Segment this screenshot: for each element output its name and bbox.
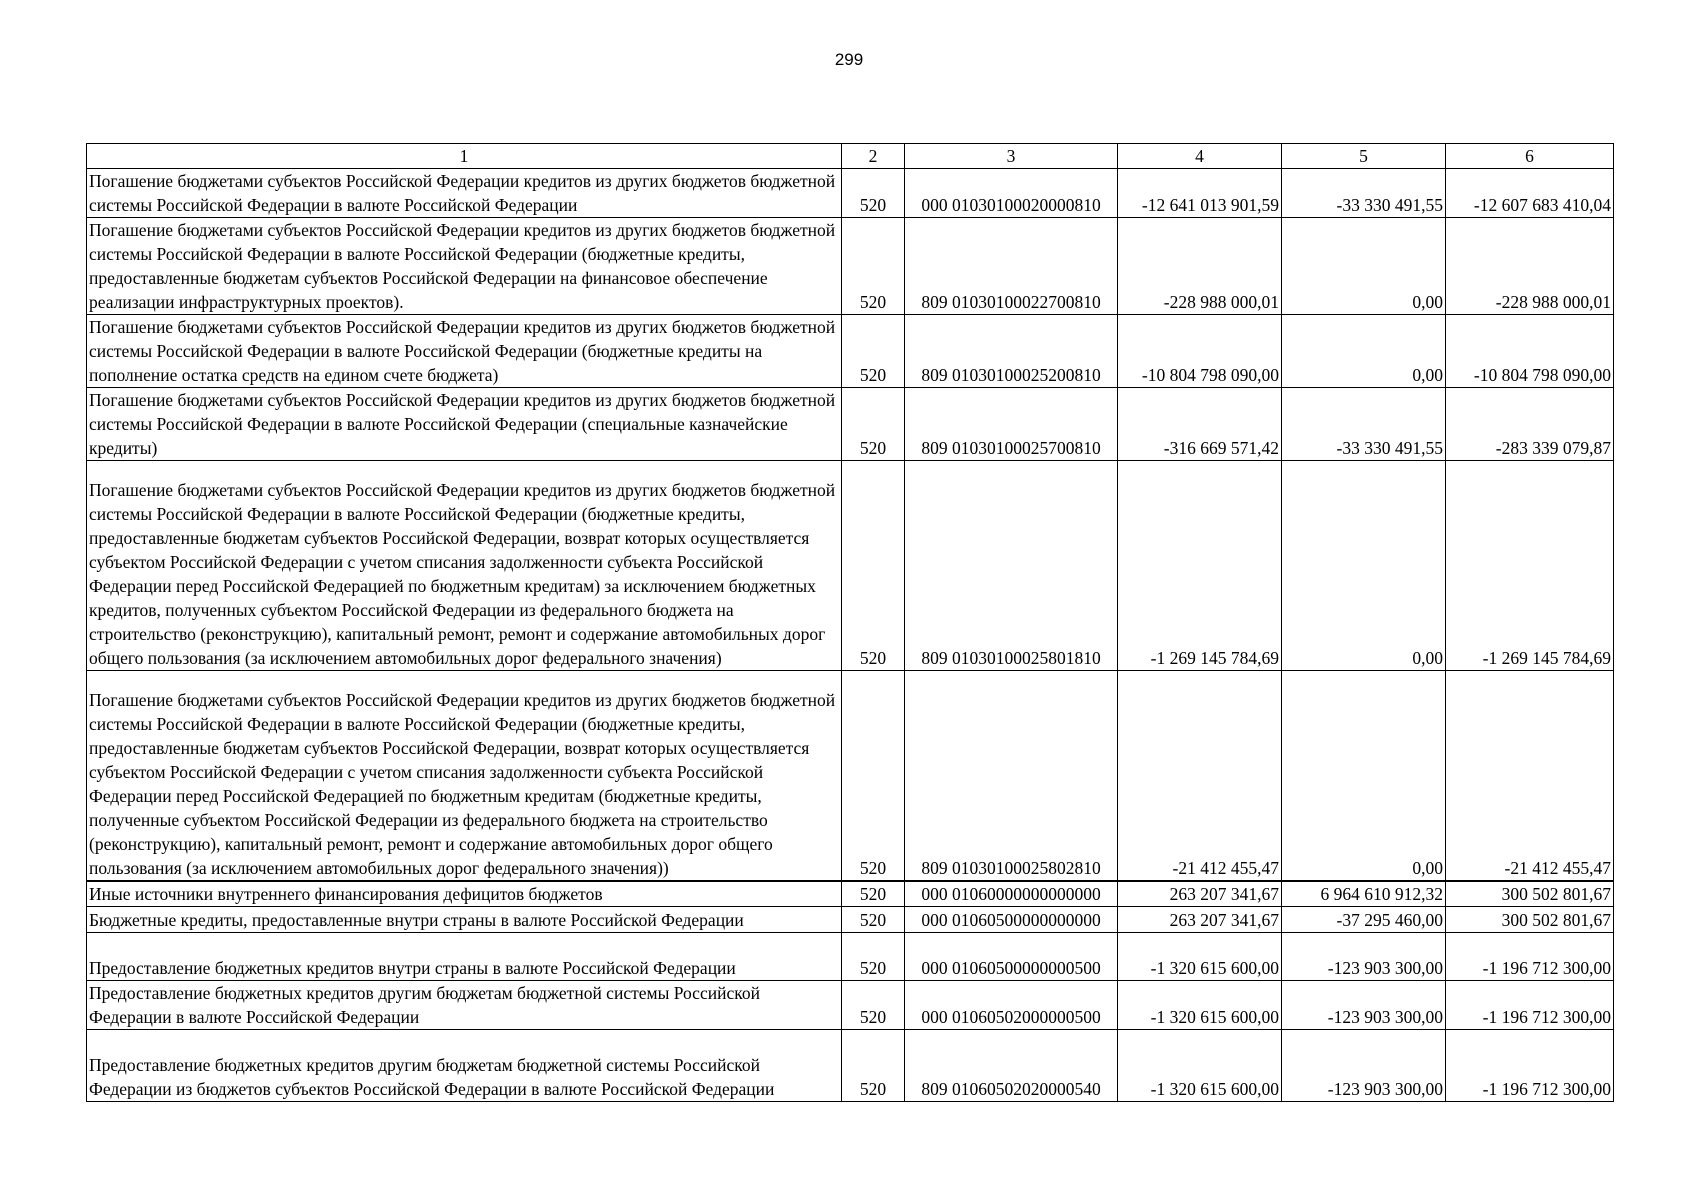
row-value-col4: -1 320 615 600,00 bbox=[1118, 1030, 1282, 1102]
row-budget-code: 809 01030100025700810 bbox=[905, 388, 1118, 461]
row-value-col6: -21 412 455,47 bbox=[1446, 671, 1614, 881]
column-header: 2 bbox=[842, 144, 905, 169]
row-value-col4: -228 988 000,01 bbox=[1118, 218, 1282, 315]
row-name: Погашение бюджетами субъектов Российской Федерации кредитов из других бюджетов бюджетной системы Российской Федерации в валюте Российской Федерации (специальные казначейские кредиты) bbox=[87, 388, 842, 461]
row-name: Предоставление бюджетных кредитов другим бюджетам бюджетной системы Российской Федерации в валюте Российской Федерации bbox=[87, 981, 842, 1030]
column-header: 6 bbox=[1446, 144, 1614, 169]
row-value-col5: 0,00 bbox=[1282, 461, 1446, 671]
column-header: 3 bbox=[905, 144, 1118, 169]
table-row bbox=[87, 981, 1614, 1030]
row-value-col6: 300 502 801,67 bbox=[1446, 907, 1614, 933]
row-value-col4: -21 412 455,47 bbox=[1118, 671, 1282, 881]
row-value-col6: 300 502 801,67 bbox=[1446, 881, 1614, 907]
row-budget-code: 809 01030100025200810 bbox=[905, 315, 1118, 388]
row-value-col5: 0,00 bbox=[1282, 671, 1446, 881]
budget-sources-table bbox=[86, 143, 1614, 1102]
table-row bbox=[87, 933, 1614, 981]
table-row bbox=[87, 907, 1614, 933]
row-value-col6: -12 607 683 410,04 bbox=[1446, 169, 1614, 218]
row-name: Погашение бюджетами субъектов Российской Федерации кредитов из других бюджетов бюджетной системы Российской Федерации в валюте Российской Федерации (бюджетные кредиты на пополнение остатка средств на едином счете бюджета) bbox=[87, 315, 842, 388]
row-name: Предоставление бюджетных кредитов внутри страны в валюте Российской Федерации bbox=[87, 933, 842, 981]
row-name: Погашение бюджетами субъектов Российской Федерации кредитов из других бюджетов бюджетной системы Российской Федерации в валюте Российской Федерации bbox=[87, 169, 842, 218]
row-value-col5: 0,00 bbox=[1282, 315, 1446, 388]
column-header: 1 bbox=[87, 144, 842, 169]
row-budget-code: 000 01060000000000000 bbox=[905, 881, 1118, 907]
row-value-col5: -123 903 300,00 bbox=[1282, 933, 1446, 981]
row-value-col6: -10 804 798 090,00 bbox=[1446, 315, 1614, 388]
row-value-col5: -33 330 491,55 bbox=[1282, 388, 1446, 461]
row-value-col4: 263 207 341,67 bbox=[1118, 881, 1282, 907]
column-header: 4 bbox=[1118, 144, 1282, 169]
row-name: Предоставление бюджетных кредитов другим бюджетам бюджетной системы Российской Федерации из бюджетов субъектов Российской Федерации в валюте Российской Федерации bbox=[87, 1030, 842, 1102]
row-line-code: 520 bbox=[842, 315, 905, 388]
page-number: 299 bbox=[834, 50, 864, 69]
row-value-col5: -37 295 460,00 bbox=[1282, 907, 1446, 933]
row-budget-code: 000 01030100020000810 bbox=[905, 169, 1118, 218]
row-budget-code: 000 01060502000000500 bbox=[905, 981, 1118, 1030]
table-row bbox=[87, 169, 1614, 218]
table-row bbox=[87, 671, 1614, 881]
row-value-col6: -1 269 145 784,69 bbox=[1446, 461, 1614, 671]
row-budget-code: 809 01030100022700810 bbox=[905, 218, 1118, 315]
table-row bbox=[87, 218, 1614, 315]
row-value-col4: -12 641 013 901,59 bbox=[1118, 169, 1282, 218]
row-line-code: 520 bbox=[842, 169, 905, 218]
row-line-code: 520 bbox=[842, 1030, 905, 1102]
row-line-code: 520 bbox=[842, 218, 905, 315]
row-value-col4: 263 207 341,67 bbox=[1118, 907, 1282, 933]
row-line-code: 520 bbox=[842, 907, 905, 933]
row-line-code: 520 bbox=[842, 461, 905, 671]
row-name: Погашение бюджетами субъектов Российской Федерации кредитов из других бюджетов бюджетной системы Российской Федерации в валюте Российской Федерации (бюджетные кредиты, предоставленные бюджетам субъектов Российской Федерации, возврат которых осуществляется субъектом Российской Федерации с учетом списания задолженности субъекта Российской Федерации перед Российской Федерацией по бюджетным кредитам (бюджетные кредиты, полученные субъектом Российской Федерации из федерального бюджета на строительство (реконструкцию), капитальный ремонт, ремонт и содержание автомобильных дорог общего пользования (за исключением автомобильных дорог федерального значения)) bbox=[87, 671, 842, 881]
row-value-col5: -123 903 300,00 bbox=[1282, 1030, 1446, 1102]
row-name: Иные источники внутреннего финансирования дефицитов бюджетов bbox=[87, 881, 842, 907]
row-budget-code: 000 01060500000000500 bbox=[905, 933, 1118, 981]
column-header: 5 bbox=[1282, 144, 1446, 169]
row-value-col5: -123 903 300,00 bbox=[1282, 981, 1446, 1030]
table-row bbox=[87, 1030, 1614, 1102]
row-name: Погашение бюджетами субъектов Российской Федерации кредитов из других бюджетов бюджетной системы Российской Федерации в валюте Российской Федерации (бюджетные кредиты, предоставленные бюджетам субъектов Российской Федерации, возврат которых осуществляется субъектом Российской Федерации с учетом списания задолженности субъекта Российской Федерации перед Российской Федерацией по бюджетным кредитам) за исключением бюджетных кредитов, полученных субъектом Российской Федерации из федерального бюджета на строительство (реконструкцию), капитальный ремонт, ремонт и содержание автомобильных дорог общего пользования (за исключением автомобильных дорог федерального значения) bbox=[87, 461, 842, 671]
row-budget-code: 809 01030100025802810 bbox=[905, 671, 1118, 881]
row-value-col5: 0,00 bbox=[1282, 218, 1446, 315]
table-row bbox=[87, 881, 1614, 907]
row-line-code: 520 bbox=[842, 881, 905, 907]
row-value-col6: -228 988 000,01 bbox=[1446, 218, 1614, 315]
row-value-col6: -1 196 712 300,00 bbox=[1446, 1030, 1614, 1102]
row-line-code: 520 bbox=[842, 388, 905, 461]
row-value-col4: -1 320 615 600,00 bbox=[1118, 981, 1282, 1030]
row-value-col6: -283 339 079,87 bbox=[1446, 388, 1614, 461]
row-value-col4: -1 320 615 600,00 bbox=[1118, 933, 1282, 981]
row-value-col4: -316 669 571,42 bbox=[1118, 388, 1282, 461]
row-name: Погашение бюджетами субъектов Российской Федерации кредитов из других бюджетов бюджетной системы Российской Федерации в валюте Российской Федерации (бюджетные кредиты, предоставленные бюджетам субъектов Российской Федерации на финансовое обеспечение реализации инфраструктурных проектов). bbox=[87, 218, 842, 315]
table-row bbox=[87, 388, 1614, 461]
table-row bbox=[87, 315, 1614, 388]
row-value-col4: -1 269 145 784,69 bbox=[1118, 461, 1282, 671]
table-row bbox=[87, 461, 1614, 671]
row-value-col5: -33 330 491,55 bbox=[1282, 169, 1446, 218]
row-name: Бюджетные кредиты, предоставленные внутри страны в валюте Российской Федерации bbox=[87, 907, 842, 933]
row-line-code: 520 bbox=[842, 981, 905, 1030]
row-value-col6: -1 196 712 300,00 bbox=[1446, 933, 1614, 981]
row-line-code: 520 bbox=[842, 671, 905, 881]
row-value-col5: 6 964 610 912,32 bbox=[1282, 881, 1446, 907]
row-budget-code: 809 01030100025801810 bbox=[905, 461, 1118, 671]
row-budget-code: 809 01060502020000540 bbox=[905, 1030, 1118, 1102]
row-line-code: 520 bbox=[842, 933, 905, 981]
table-header-row bbox=[87, 144, 1614, 169]
row-value-col6: -1 196 712 300,00 bbox=[1446, 981, 1614, 1030]
row-budget-code: 000 01060500000000000 bbox=[905, 907, 1118, 933]
row-value-col4: -10 804 798 090,00 bbox=[1118, 315, 1282, 388]
